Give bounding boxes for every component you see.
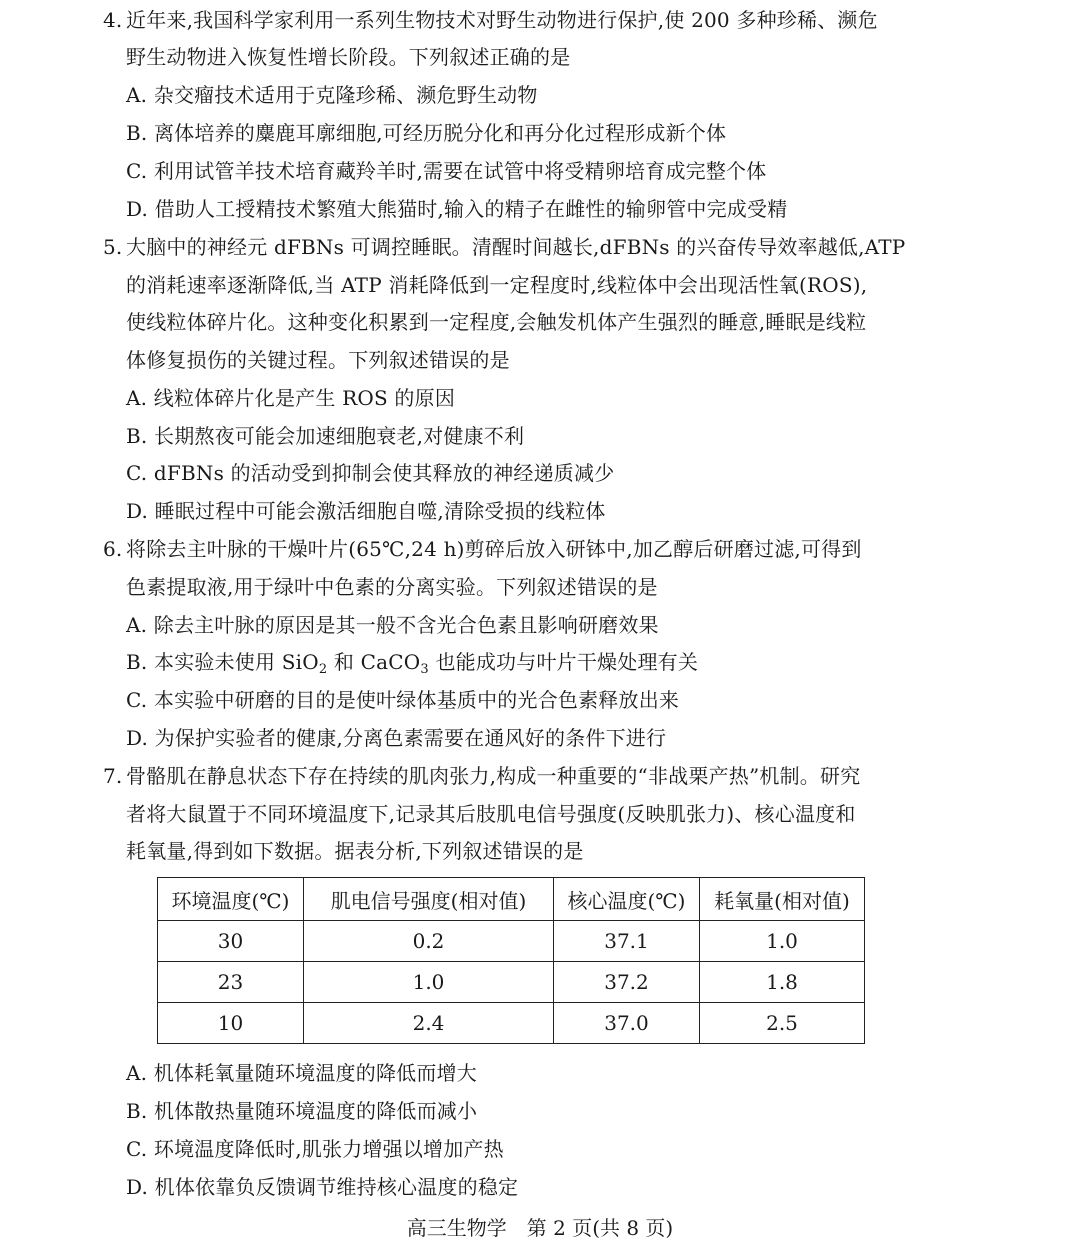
question-number: 5.	[103, 235, 123, 259]
table-cell: 2.4	[304, 1003, 554, 1044]
table-header-cell: 耗氧量(相对值)	[700, 878, 865, 921]
option-d: D. 机体依靠负反馈调节维持核心温度的稳定	[126, 1175, 519, 1199]
table-cell: 30	[158, 921, 304, 962]
subscript: 3	[420, 662, 429, 677]
table-header-cell: 核心温度(℃)	[554, 878, 700, 921]
question-stem-line: 耗氧量,得到如下数据。据表分析,下列叙述错误的是	[126, 839, 584, 863]
option-a: A. 线粒体碎片化是产生 ROS 的原因	[126, 386, 456, 410]
table-header-cell: 肌电信号强度(相对值)	[304, 878, 554, 921]
table-cell: 23	[158, 962, 304, 1003]
table-cell: 1.0	[304, 962, 554, 1003]
table-cell: 0.2	[304, 921, 554, 962]
question-stem-line: 色素提取液,用于绿叶中色素的分离实验。下列叙述错误的是	[126, 575, 658, 599]
question-number: 6.	[103, 537, 123, 561]
table-cell: 37.2	[554, 962, 700, 1003]
table-cell: 1.0	[700, 921, 865, 962]
data-table	[157, 877, 865, 1044]
question-stem-line: 将除去主叶脉的干燥叶片(65℃,24 h)剪碎后放入研钵中,加乙醇后研磨过滤,可得到	[126, 537, 862, 561]
option-b-text: B. 本实验未使用 SiO	[126, 650, 319, 674]
table-cell: 10	[158, 1003, 304, 1044]
question-stem-line: 野生动物进入恢复性增长阶段。下列叙述正确的是	[126, 45, 571, 69]
table-row	[158, 962, 865, 1003]
option-b: B. 机体散热量随环境温度的降低而减小	[126, 1099, 478, 1123]
table-cell: 2.5	[700, 1003, 865, 1044]
question-stem-line: 骨骼肌在静息状态下存在持续的肌肉张力,构成一种重要的“非战栗产热”机制。研究	[126, 764, 861, 788]
question-stem-line: 体修复损伤的关键过程。下列叙述错误的是	[126, 348, 510, 372]
option-b: B. 离体培养的麋鹿耳廓细胞,可经历脱分化和再分化过程形成新个体	[126, 121, 727, 145]
option-c: C. 利用试管羊技术培育藏羚羊时,需要在试管中将受精卵培育成完整个体	[126, 159, 767, 183]
table-cell: 37.1	[554, 921, 700, 962]
option-b-text: 也能成功与叶片干燥处理有关	[428, 650, 699, 674]
question-stem-line: 者将大鼠置于不同环境温度下,记录其后肢肌电信号强度(反映肌张力)、核心温度和	[126, 802, 856, 826]
question-stem-line: 近年来,我国科学家利用一系列生物技术对野生动物进行保护,使 200 多种珍稀、濒危	[126, 8, 878, 32]
table-row	[158, 921, 865, 962]
option-b-text: 和 CaCO	[327, 650, 421, 674]
option-c: C. 环境温度降低时,肌张力增强以增加产热	[126, 1137, 504, 1161]
option-d: D. 睡眠过程中可能会激活细胞自噬,清除受损的线粒体	[126, 499, 606, 523]
option-a: A. 杂交瘤技术适用于克隆珍稀、濒危野生动物	[126, 83, 538, 107]
option-c: C. dFBNs 的活动受到抑制会使其释放的神经递质减少	[126, 461, 615, 485]
question-stem-line: 使线粒体碎片化。这种变化积累到一定程度,会触发机体产生强烈的睡意,睡眠是线粒	[126, 310, 867, 334]
option-c: C. 本实验中研磨的目的是使叶绿体基质中的光合色素释放出来	[126, 688, 680, 712]
question-number: 4.	[103, 8, 123, 32]
table-cell: 1.8	[700, 962, 865, 1003]
subscript: 2	[318, 662, 328, 677]
option-a: A. 除去主叶脉的原因是其一般不含光合色素且影响研磨效果	[126, 613, 659, 637]
option-b	[126, 647, 698, 677]
option-d: D. 借助人工授精技术繁殖大熊猫时,输入的精子在雌性的输卵管中完成受精	[126, 197, 788, 221]
option-b: B. 长期熬夜可能会加速细胞衰老,对健康不利	[126, 424, 525, 448]
table-row	[158, 1003, 865, 1044]
question-stem-line: 的消耗速率逐渐降低,当 ATP 消耗降低到一定程度时,线粒体中会出现活性氧(ROS),	[126, 273, 868, 297]
option-a: A. 机体耗氧量随环境温度的降低而增大	[126, 1061, 477, 1085]
table-header-cell: 环境温度(℃)	[158, 878, 304, 921]
page-footer: 高三生物学 第 2 页(共 8 页)	[406, 1216, 674, 1240]
table-cell: 37.0	[554, 1003, 700, 1044]
table-header-row	[158, 878, 865, 921]
option-d: D. 为保护实验者的健康,分离色素需要在通风好的条件下进行	[126, 726, 667, 750]
question-number: 7.	[103, 764, 123, 788]
question-stem-line: 大脑中的神经元 dFBNs 可调控睡眠。清醒时间越长,dFBNs 的兴奋传导效率越低,ATP	[126, 235, 906, 259]
